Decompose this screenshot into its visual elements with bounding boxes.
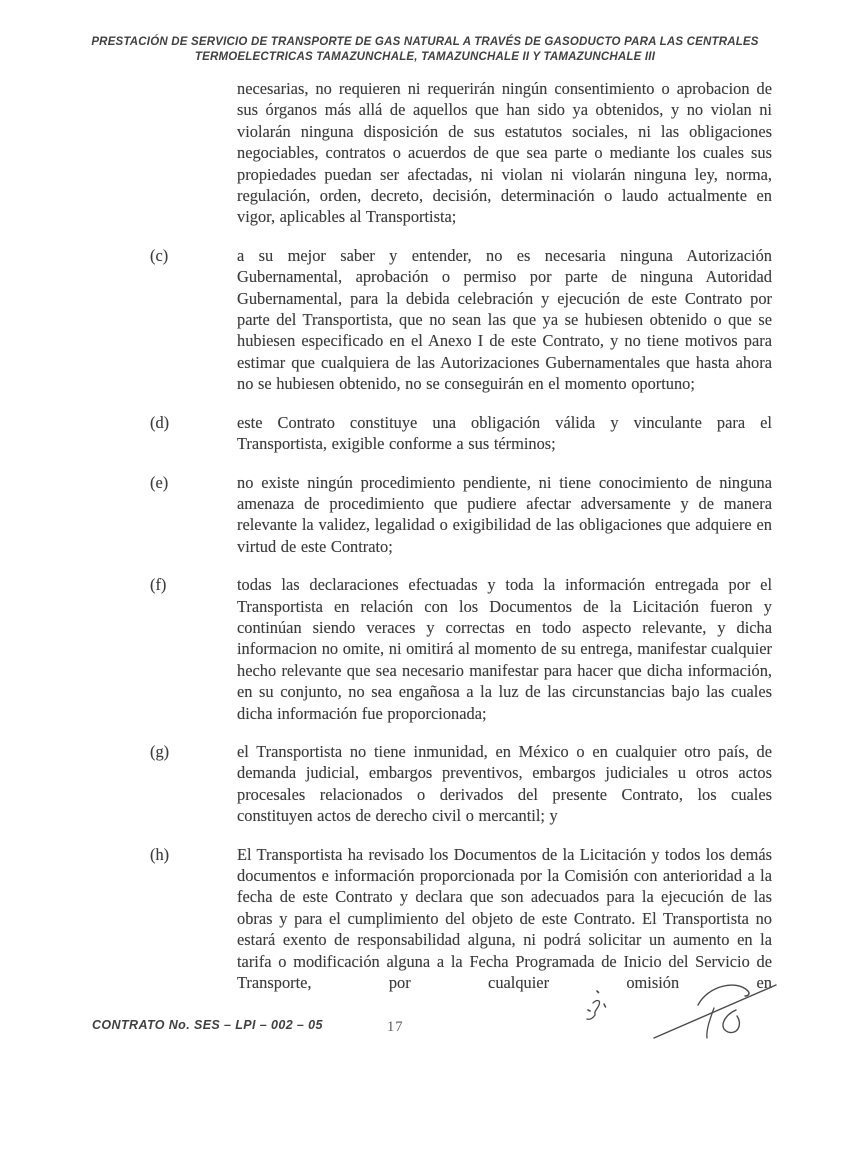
list-item (150, 412, 772, 455)
item-text: todas las declaraciones efectuadas y toda la información entregada por el Transportista en relación con los Documentos de la Licitación fueron y continúan siendo veraces y correctas en todo aspecto relevante, y dicha informacion no omite, ni omitirá al momento de su entrega, manifestar cualquier hecho relevante que sea necesario manifestar para hacer que dicha información, en su conjunto, no sea engañosa a la luz de las circunstancias bajo las cuales dicha información fue proporcionada; (237, 575, 772, 723)
header-title-line2: TERMOELECTRICAS TAMAZUNCHALE, TAMAZUNCHALE II Y TAMAZUNCHALE III (194, 51, 656, 63)
document-body (150, 78, 772, 1010)
signature-initials-left (575, 983, 617, 1034)
item-text: a su mejor saber y entender, no es necesaria ninguna Autorización Gubernamental, aprobación o permiso por parte de ninguna Autoridad Gubernamental, para la debida celebración y ejecución de este Contrato por parte del Transportista, que no sean las que ya se hubiesen obtenido o que se hubiesen especificado en el Anexo I de este Contrato, y no tiene motivos para estimar que cualquiera de las Autorizaciones Gubernamentales que hasta ahora no se hubiesen obtenido, no se conseguirán en el momento oportuno; (237, 245, 772, 394)
item-label: (h) (150, 844, 170, 864)
item-label: (c) (150, 245, 169, 265)
list-item (150, 472, 772, 558)
list-item (150, 245, 772, 395)
item-label: (d) (150, 412, 170, 432)
item-label: (e) (150, 472, 169, 492)
footer-contract-number: CONTRATO No. SES – LPI – 002 – 05 (92, 1018, 323, 1032)
item-text: no existe ningún procedimiento pendiente, ni tiene conocimiento de ninguna amenaza de procedimiento que pudiere afectar adversamente y de manera relevante la validez, legalidad o exigibilidad de las obligaciones que adquiere en virtud de este Contrato; (237, 472, 772, 556)
list-item (150, 741, 772, 827)
page-number: 17 (387, 1019, 404, 1035)
document-header (85, 35, 765, 65)
list-item (150, 844, 772, 994)
item-label: (f) (150, 575, 167, 595)
item-label: (g) (150, 741, 170, 761)
item-text: este Contrato constituye una obligación válida y vinculante para el Transportista, exigible conforme a sus términos; (237, 412, 772, 454)
list-item (150, 574, 772, 724)
item-text: El Transportista ha revisado los Documentos de la Licitación y todos los demás documentos e información proporcionada por la Comisión con anterioridad a la fecha de este Contrato y declara que son adecuados para la ejecución de las obras y para el cumplimiento del objeto de este Contrato. El Transportista no estará exento de responsabilidad alguna, ni podrá solicitar un aumento en la tarifa o modificación alguna a la Fecha Programada de Inicio del Servicio de Transporte, por cualquier omisión en (237, 844, 772, 993)
paragraph-intro: necesarias, no requieren ni requerirán ningún consentimiento o aprobacion de sus órganos más allá de aquellos que han sido ya obtenidos, y no violan ni violarán ninguna disposición de sus estatutos sociales, ni las obligaciones negociables, contratos o acuerdos de que sea parte o mediante los cuales sus propiedades puedan ser afectadas, ni violan ni violarán ninguna ley, norma, regulación, orden, decreto, decisión, determinación o laudo actualmente en vigor, aplicables al Transportista; (237, 79, 772, 227)
header-title-line1: PRESTACIÓN DE SERVICIO DE TRANSPORTE DE GAS NATURAL A TRAVÉS DE GASODUCTO PARA LAS CENTRALES (91, 36, 759, 48)
item-text: el Transportista no tiene inmunidad, en México o en cualquier otro país, de demanda judicial, embargos preventivos, embargos judiciales u otros actos procesales relacionados o derivados del presente Contrato, los cuales constituyen actos de derecho civil o mercantil; y (237, 741, 772, 826)
signature-initials-right (648, 972, 788, 1059)
